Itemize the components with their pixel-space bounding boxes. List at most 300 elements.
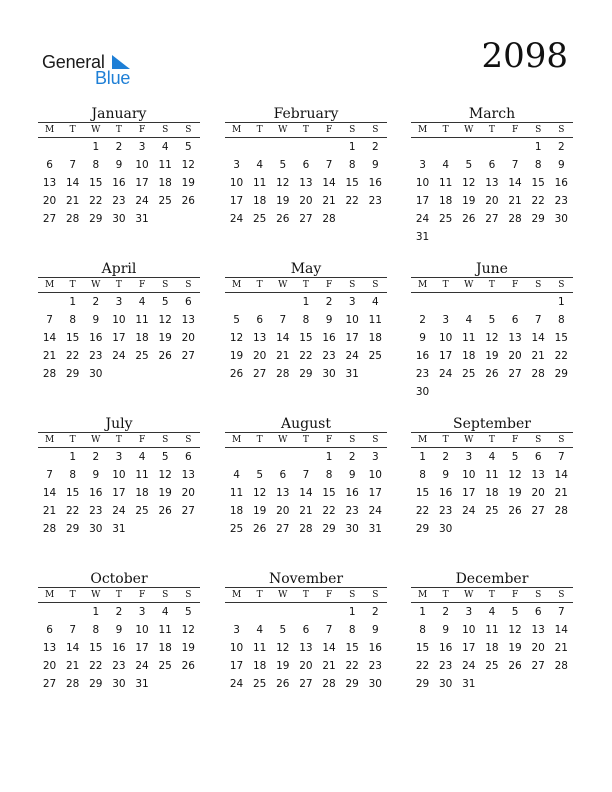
logo-text-blue: Blue <box>95 68 131 88</box>
day-cell: 11 <box>439 177 453 189</box>
day-cell: 12 <box>508 624 522 636</box>
day-cell: 7 <box>534 314 542 326</box>
weekday-label: S <box>364 433 387 448</box>
day-cell: 31 <box>135 213 149 225</box>
day-cell: 22 <box>415 660 430 672</box>
day-blank <box>248 138 271 156</box>
day-blank <box>225 293 248 311</box>
weekday-label: S <box>341 588 364 603</box>
day-cell: 8 <box>348 159 356 171</box>
day-blank <box>527 293 550 311</box>
day-cell: 3 <box>371 451 379 463</box>
day-cell: 20 <box>531 642 545 654</box>
day-cell: 29 <box>89 678 103 690</box>
day-cell: 1 <box>325 451 333 463</box>
month-title: July <box>105 416 133 432</box>
weekday-label: M <box>225 588 248 603</box>
day-cell: 23 <box>415 368 430 380</box>
weekday-label: W <box>457 123 480 138</box>
day-cell: 30 <box>89 368 103 380</box>
weekday-label: F <box>131 278 154 293</box>
day-cell: 27 <box>42 213 57 225</box>
day-cell: 24 <box>368 505 382 517</box>
day-cell: 29 <box>89 213 103 225</box>
day-cell: 9 <box>371 624 379 636</box>
day-cell: 15 <box>299 332 313 344</box>
day-cell: 17 <box>462 642 476 654</box>
day-cell: 21 <box>531 350 545 362</box>
day-cell: 28 <box>322 213 336 225</box>
day-blank <box>480 293 503 311</box>
day-cell: 6 <box>184 451 192 463</box>
day-cell: 1 <box>92 141 100 153</box>
day-cell: 3 <box>115 451 123 463</box>
day-cell: 14 <box>299 487 313 499</box>
weekday-label: S <box>341 278 364 293</box>
month-title: February <box>273 106 339 122</box>
day-cell: 6 <box>302 624 310 636</box>
day-cell: 14 <box>508 177 522 189</box>
day-cell: 26 <box>462 213 476 225</box>
day-grid <box>38 433 200 538</box>
month-title: September <box>453 416 531 432</box>
day-cell: 26 <box>158 505 172 517</box>
day-cell: 18 <box>253 195 267 207</box>
day-cell: 28 <box>554 505 568 517</box>
day-cell: 23 <box>112 660 126 672</box>
weekday-label: T <box>61 433 84 448</box>
day-cell: 15 <box>531 177 545 189</box>
day-cell: 13 <box>276 487 290 499</box>
day-cell: 10 <box>415 177 430 189</box>
day-blank <box>271 603 294 621</box>
day-cell: 2 <box>325 296 333 308</box>
day-cell: 31 <box>112 523 126 535</box>
weekday-label: S <box>364 588 387 603</box>
day-cell: 26 <box>508 660 522 672</box>
weekday-label: T <box>480 123 503 138</box>
day-cell: 5 <box>256 469 264 481</box>
weekday-label: F <box>131 588 154 603</box>
day-cell: 4 <box>161 141 169 153</box>
day-cell: 27 <box>276 523 290 535</box>
day-cell: 8 <box>92 159 100 171</box>
day-cell: 20 <box>181 332 195 344</box>
day-cell: 7 <box>325 159 333 171</box>
day-cell: 2 <box>442 451 450 463</box>
day-cell: 20 <box>508 350 522 362</box>
day-cell: 20 <box>42 660 57 672</box>
day-cell: 24 <box>415 213 430 225</box>
day-cell: 18 <box>135 487 149 499</box>
day-cell: 28 <box>42 368 57 380</box>
weekday-label: M <box>38 123 61 138</box>
day-cell: 10 <box>135 159 149 171</box>
weekday-label: T <box>248 433 271 448</box>
day-cell: 31 <box>415 231 430 243</box>
day-grid <box>225 588 387 693</box>
day-cell: 14 <box>554 469 568 481</box>
day-grid <box>411 123 573 246</box>
weekday-label: W <box>457 433 480 448</box>
weekday-label: T <box>480 433 503 448</box>
day-cell: 3 <box>442 314 450 326</box>
day-cell: 27 <box>508 368 522 380</box>
weekday-label: W <box>84 588 107 603</box>
month-title: November <box>268 571 344 587</box>
day-cell: 15 <box>345 642 359 654</box>
day-cell: 31 <box>135 678 149 690</box>
weekday-label: T <box>61 123 84 138</box>
day-cell: 24 <box>345 350 359 362</box>
day-grid <box>38 588 200 693</box>
day-cell: 20 <box>253 350 267 362</box>
day-cell: 24 <box>135 660 149 672</box>
day-cell: 4 <box>233 469 240 481</box>
weekday-label: W <box>271 588 294 603</box>
weekday-label: S <box>550 588 573 603</box>
weekday-label: T <box>434 433 457 448</box>
day-cell: 12 <box>508 469 522 481</box>
day-cell: 19 <box>181 642 195 654</box>
day-cell: 28 <box>42 523 57 535</box>
day-cell: 17 <box>345 332 359 344</box>
weekday-label: T <box>61 588 84 603</box>
day-blank <box>225 138 248 156</box>
weekday-label: W <box>457 278 480 293</box>
day-cell: 14 <box>66 177 80 189</box>
weekday-label: T <box>248 588 271 603</box>
day-cell: 7 <box>557 451 565 463</box>
day-cell: 17 <box>462 487 476 499</box>
month-february <box>225 106 387 228</box>
day-cell: 5 <box>279 624 287 636</box>
day-cell: 28 <box>66 678 80 690</box>
month-title: May <box>290 261 322 277</box>
day-cell: 27 <box>42 678 57 690</box>
day-cell: 11 <box>253 642 267 654</box>
day-cell: 22 <box>554 350 568 362</box>
day-cell: 4 <box>256 159 264 171</box>
weekday-label: T <box>107 433 130 448</box>
weekday-label: W <box>271 278 294 293</box>
day-cell: 31 <box>368 523 382 535</box>
day-cell: 13 <box>299 642 313 654</box>
month-title: October <box>90 571 148 587</box>
day-cell: 22 <box>415 505 430 517</box>
day-cell: 8 <box>534 159 542 171</box>
day-cell: 11 <box>158 624 172 636</box>
day-blank <box>38 603 61 621</box>
day-blank <box>61 603 84 621</box>
day-cell: 17 <box>229 195 244 207</box>
day-cell: 21 <box>42 350 57 362</box>
day-cell: 21 <box>554 487 568 499</box>
month-title: December <box>455 571 529 587</box>
day-cell: 15 <box>322 487 336 499</box>
weekday-label: T <box>480 278 503 293</box>
day-cell: 16 <box>415 350 430 362</box>
weekday-label: M <box>411 433 434 448</box>
weekday-label: W <box>84 278 107 293</box>
day-cell: 21 <box>322 195 336 207</box>
day-blank <box>411 293 434 311</box>
day-cell: 25 <box>485 505 499 517</box>
day-cell: 29 <box>66 523 80 535</box>
month-may <box>225 261 387 383</box>
day-cell: 29 <box>299 368 313 380</box>
day-cell: 13 <box>42 177 57 189</box>
weekday-label: F <box>504 123 527 138</box>
day-cell: 30 <box>112 213 126 225</box>
day-cell: 5 <box>184 606 192 618</box>
day-cell: 4 <box>371 296 379 308</box>
day-cell: 22 <box>299 350 313 362</box>
day-cell: 25 <box>158 660 172 672</box>
day-blank <box>248 603 271 621</box>
day-cell: 13 <box>181 314 195 326</box>
day-cell: 30 <box>554 213 568 225</box>
day-cell: 14 <box>42 332 57 344</box>
day-cell: 15 <box>89 642 103 654</box>
day-cell: 13 <box>508 332 522 344</box>
day-blank <box>61 138 84 156</box>
day-grid <box>411 433 573 538</box>
day-blank <box>38 138 61 156</box>
day-cell: 19 <box>158 332 172 344</box>
weekday-label: F <box>131 123 154 138</box>
day-cell: 3 <box>348 296 356 308</box>
weekday-label: T <box>434 588 457 603</box>
day-blank <box>294 603 317 621</box>
day-cell: 7 <box>46 314 53 326</box>
day-cell: 6 <box>534 451 542 463</box>
day-cell: 21 <box>276 350 290 362</box>
weekday-label: F <box>504 278 527 293</box>
month-september <box>411 416 573 538</box>
day-grid <box>411 588 573 693</box>
day-cell: 23 <box>322 350 336 362</box>
day-blank <box>248 448 271 466</box>
day-cell: 28 <box>531 368 545 380</box>
day-cell: 14 <box>322 642 336 654</box>
day-cell: 8 <box>69 469 77 481</box>
day-cell: 25 <box>135 350 149 362</box>
day-cell: 9 <box>442 469 450 481</box>
weekday-label: S <box>364 123 387 138</box>
day-blank <box>504 293 527 311</box>
month-july <box>38 416 200 538</box>
day-cell: 26 <box>253 523 267 535</box>
day-cell: 16 <box>112 177 126 189</box>
weekday-label: S <box>154 278 177 293</box>
day-cell: 18 <box>229 505 244 517</box>
day-cell: 16 <box>439 487 453 499</box>
day-cell: 14 <box>276 332 290 344</box>
day-cell: 14 <box>554 624 568 636</box>
day-cell: 15 <box>415 487 430 499</box>
day-cell: 7 <box>557 606 565 618</box>
month-march <box>411 106 573 246</box>
day-cell: 1 <box>348 606 356 618</box>
day-cell: 4 <box>465 314 473 326</box>
weekday-label: S <box>177 588 200 603</box>
day-cell: 30 <box>345 523 359 535</box>
calendar-year: 2098 <box>481 36 568 76</box>
day-cell: 13 <box>253 332 267 344</box>
weekday-label: S <box>550 278 573 293</box>
day-cell: 9 <box>348 469 356 481</box>
weekday-label: M <box>38 433 61 448</box>
day-cell: 20 <box>276 505 290 517</box>
weekday-label: W <box>271 433 294 448</box>
day-cell: 11 <box>253 177 267 189</box>
day-cell: 5 <box>511 606 519 618</box>
day-cell: 1 <box>557 296 565 308</box>
day-cell: 17 <box>368 487 382 499</box>
day-cell: 25 <box>135 505 149 517</box>
day-cell: 13 <box>531 624 545 636</box>
day-grid <box>411 278 573 401</box>
day-cell: 27 <box>299 678 313 690</box>
day-cell: 22 <box>322 505 336 517</box>
day-cell: 6 <box>184 296 192 308</box>
day-cell: 20 <box>42 195 57 207</box>
day-blank <box>38 448 61 466</box>
day-cell: 27 <box>531 660 545 672</box>
weekday-label: M <box>38 588 61 603</box>
weekday-label: F <box>131 433 154 448</box>
day-cell: 15 <box>345 177 359 189</box>
day-cell: 19 <box>508 487 522 499</box>
weekday-label: S <box>154 433 177 448</box>
day-blank <box>457 138 480 156</box>
day-cell: 4 <box>488 606 496 618</box>
weekday-label: S <box>154 588 177 603</box>
day-cell: 24 <box>229 678 244 690</box>
weekday-label: S <box>177 433 200 448</box>
day-cell: 9 <box>419 332 426 344</box>
day-cell: 11 <box>368 314 382 326</box>
day-cell: 14 <box>66 642 80 654</box>
weekday-label: T <box>434 123 457 138</box>
month-october <box>38 571 200 693</box>
day-cell: 20 <box>531 487 545 499</box>
day-cell: 21 <box>299 505 313 517</box>
day-cell: 29 <box>531 213 545 225</box>
day-cell: 6 <box>534 606 542 618</box>
day-cell: 23 <box>439 660 453 672</box>
month-title: January <box>91 106 147 122</box>
day-cell: 21 <box>508 195 522 207</box>
day-cell: 17 <box>415 195 430 207</box>
weekday-label: M <box>411 588 434 603</box>
day-cell: 2 <box>92 296 100 308</box>
day-cell: 30 <box>439 678 453 690</box>
day-cell: 3 <box>138 141 146 153</box>
day-cell: 24 <box>462 505 476 517</box>
day-cell: 2 <box>92 451 100 463</box>
day-blank <box>457 293 480 311</box>
day-cell: 4 <box>442 159 450 171</box>
day-cell: 27 <box>299 213 313 225</box>
day-cell: 5 <box>511 451 519 463</box>
day-cell: 4 <box>161 606 169 618</box>
day-cell: 13 <box>485 177 499 189</box>
day-cell: 15 <box>89 177 103 189</box>
weekday-label: F <box>318 123 341 138</box>
day-cell: 4 <box>138 296 146 308</box>
day-cell: 19 <box>181 177 195 189</box>
month-november <box>225 571 387 693</box>
month-title: June <box>476 261 508 277</box>
weekday-label: S <box>527 588 550 603</box>
weekday-label: M <box>411 278 434 293</box>
day-cell: 7 <box>325 624 333 636</box>
month-december <box>411 571 573 693</box>
day-cell: 21 <box>66 660 80 672</box>
day-cell: 24 <box>462 660 476 672</box>
day-cell: 7 <box>511 159 519 171</box>
day-blank <box>434 138 457 156</box>
day-cell: 3 <box>115 296 123 308</box>
weekday-label: T <box>107 278 130 293</box>
day-cell: 24 <box>135 195 149 207</box>
day-cell: 29 <box>554 368 568 380</box>
month-title: August <box>281 416 331 432</box>
day-cell: 5 <box>233 314 240 326</box>
day-cell: 26 <box>276 678 290 690</box>
day-cell: 30 <box>368 678 382 690</box>
weekday-label: F <box>318 278 341 293</box>
day-cell: 17 <box>135 642 149 654</box>
day-cell: 1 <box>348 141 356 153</box>
month-january <box>38 106 200 228</box>
day-cell: 26 <box>181 195 195 207</box>
day-cell: 5 <box>488 314 496 326</box>
day-cell: 10 <box>112 469 126 481</box>
day-cell: 10 <box>439 332 453 344</box>
day-cell: 17 <box>112 487 126 499</box>
day-cell: 25 <box>158 195 172 207</box>
weekday-label: S <box>550 123 573 138</box>
day-cell: 23 <box>439 505 453 517</box>
day-cell: 27 <box>253 368 267 380</box>
day-blank <box>248 293 271 311</box>
weekday-label: S <box>527 278 550 293</box>
day-cell: 2 <box>371 606 379 618</box>
day-cell: 2 <box>557 141 565 153</box>
day-cell: 14 <box>531 332 545 344</box>
day-cell: 19 <box>158 487 172 499</box>
day-cell: 28 <box>508 213 522 225</box>
day-grid <box>38 123 200 228</box>
day-cell: 3 <box>465 451 473 463</box>
month-june <box>411 261 573 401</box>
day-cell: 9 <box>92 314 100 326</box>
day-cell: 19 <box>485 350 499 362</box>
day-cell: 10 <box>345 314 359 326</box>
day-cell: 12 <box>253 487 267 499</box>
weekday-label: W <box>457 588 480 603</box>
day-cell: 15 <box>554 332 568 344</box>
day-cell: 24 <box>112 505 126 517</box>
day-cell: 2 <box>442 606 450 618</box>
weekday-label: T <box>480 588 503 603</box>
day-cell: 6 <box>46 159 53 171</box>
day-cell: 17 <box>439 350 453 362</box>
day-cell: 29 <box>345 678 359 690</box>
